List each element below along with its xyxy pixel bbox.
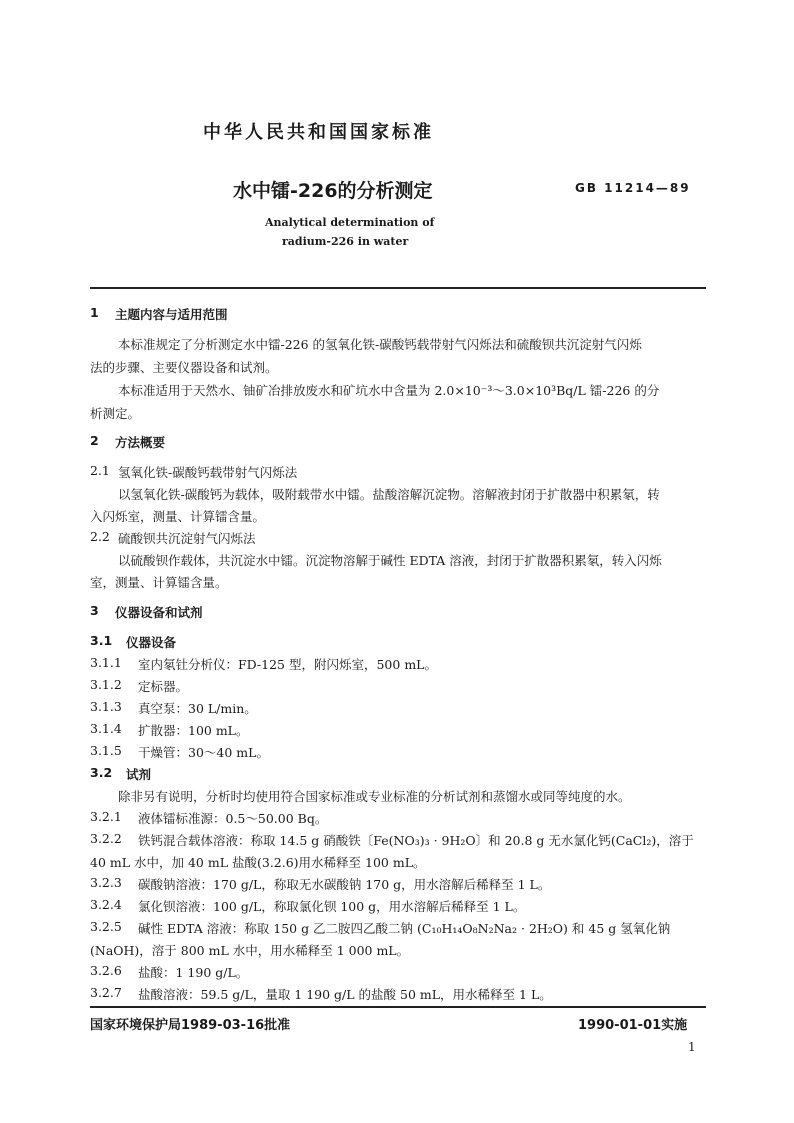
english-title-line-1: Analytical determination of	[265, 216, 435, 229]
section-1-heading: 主题内容与适用范围	[115, 307, 228, 322]
section-3-2-number: 3.2	[90, 765, 113, 780]
item-3-2-1-text: 液体镭标准源：0.5～50.00 Bq。	[138, 811, 328, 826]
effective-date-line: 1990-01-01实施	[578, 1018, 688, 1033]
section-2-2-number: 2.2	[90, 529, 110, 544]
s32-intro: 除非另有说明，分析时均使用符合国家标准或专业标准的分析试剂和蒸馏水或同等纯度的水。	[118, 789, 631, 804]
item-3-2-2-line-1: 铁钙混合载体溶液：称取 14.5 g 硝酸铁〔Fe(NO₃)₃ · 9H₂O〕和 20.8 g 无水氯化钙(CaCl₂)，溶于	[138, 833, 694, 848]
section-2-1-number: 2.1	[90, 463, 110, 478]
section-1-number: 1	[90, 305, 99, 320]
item-3-2-5-number: 3.2.5	[90, 919, 122, 934]
page-number: 1	[688, 1040, 696, 1054]
section-3-1-title: 仪器设备	[126, 635, 177, 650]
item-3-1-5-number: 3.1.5	[90, 743, 122, 758]
national-standard-title: 中华人民共和国国家标准	[203, 122, 434, 143]
item-3-1-2-text: 定标器。	[138, 679, 189, 694]
item-3-2-1-number: 3.2.1	[90, 809, 122, 824]
section-3-1-number: 3.1	[90, 633, 113, 648]
item-3-1-5-text: 干燥管：30～40 mL。	[138, 745, 269, 760]
item-3-2-5-line-1: 碱性 EDTA 溶液：称取 150 g 乙二胺四乙酸二钠 (C₁₀H₁₄O₈N₂Na₂ · 2H₂O) 和 45 g 氢氧化钠	[138, 921, 671, 936]
item-3-2-7-text: 盐酸溶液：59.5 g/L，量取 1 190 g/L 的盐酸 50 mL，用水稀释至 1 L。	[138, 987, 552, 1002]
s1-paragraph-2-line-2: 析测定。	[90, 406, 141, 421]
item-3-2-2-number: 3.2.2	[90, 831, 122, 846]
section-2-2-title: 硫酸钡共沉淀射气闪烁法	[118, 531, 256, 546]
item-3-1-3-number: 3.1.3	[90, 699, 122, 714]
approval-line: 国家环境保护局1989-03-16批准	[90, 1018, 291, 1033]
footer-divider	[90, 1006, 706, 1008]
item-3-1-1-text: 室内氡钍分析仪：FD-125 型，附闪烁室，500 mL。	[138, 657, 437, 672]
s1-paragraph-1-line-1: 本标准规定了分析测定水中镭-226 的氢氧化铁-碳酸钙载带射气闪烁法和硫酸钡共沉淀射气闪烁	[118, 337, 642, 352]
item-3-2-2-line-2: 40 mL 水中，加 40 mL 盐酸(3.2.6)用水稀释至 100 mL。	[90, 855, 426, 870]
item-3-2-3-number: 3.2.3	[90, 875, 122, 890]
s1-paragraph-2-line-1: 本标准适用于天然水、铀矿冶排放废水和矿坑水中含量为 2.0×10⁻³～3.0×10³Bq/L 镭-226 的分	[118, 383, 660, 398]
standard-code: GB 11214—89	[575, 181, 691, 195]
item-3-2-3-text: 碳酸钠溶液：170 g/L，称取无水碳酸钠 170 g，用水溶解后稀释至 1 L。	[138, 877, 551, 892]
section-2-number: 2	[90, 433, 99, 448]
item-3-2-5-line-2: (NaOH)，溶于 800 mL 水中，用水稀释至 1 000 mL。	[90, 943, 410, 958]
s22-line-2: 室，测量、计算镭含量。	[90, 575, 228, 590]
item-3-1-3-text: 真空泵：30 L/min。	[138, 701, 257, 716]
item-3-1-4-text: 扩散器：100 mL。	[138, 723, 249, 738]
s21-line-2: 入闪烁室，测量、计算镭含量。	[90, 509, 266, 524]
section-2-heading: 方法概要	[115, 435, 166, 450]
item-3-2-7-number: 3.2.7	[90, 985, 122, 1000]
item-3-1-2-number: 3.1.2	[90, 677, 122, 692]
item-3-2-6-number: 3.2.6	[90, 963, 122, 978]
item-3-1-1-number: 3.1.1	[90, 655, 122, 670]
item-3-2-6-text: 盐酸：1 190 g/L。	[138, 965, 249, 980]
section-2-1-title: 氢氧化铁-碳酸钙载带射气闪烁法	[118, 465, 298, 480]
item-3-1-4-number: 3.1.4	[90, 721, 122, 736]
header-divider	[90, 287, 706, 289]
document-title: 水中镭-226的分析测定	[233, 180, 433, 202]
section-3-2-title: 试剂	[126, 767, 152, 782]
s1-paragraph-1-line-2: 法的步骤、主要仪器设备和试剂。	[90, 360, 278, 375]
item-3-2-4-number: 3.2.4	[90, 897, 122, 912]
section-3-number: 3	[90, 603, 99, 618]
s22-line-1: 以硫酸钡作载体，共沉淀水中镭。沉淀物溶解于碱性 EDTA 溶液，封闭于扩散器积累氡，转入闪烁	[118, 553, 662, 568]
section-3-heading: 仪器设备和试剂	[115, 605, 203, 620]
item-3-2-4-text: 氯化钡溶液：100 g/L，称取氯化钡 100 g，用水溶解后稀释至 1 L。	[138, 899, 526, 914]
s21-line-1: 以氢氧化铁-碳酸钙为载体，吸附载带水中镭。盐酸溶解沉淀物。溶解液封闭于扩散器中积累氡，转	[118, 487, 660, 502]
english-title-line-2: radium-226 in water	[282, 235, 409, 248]
